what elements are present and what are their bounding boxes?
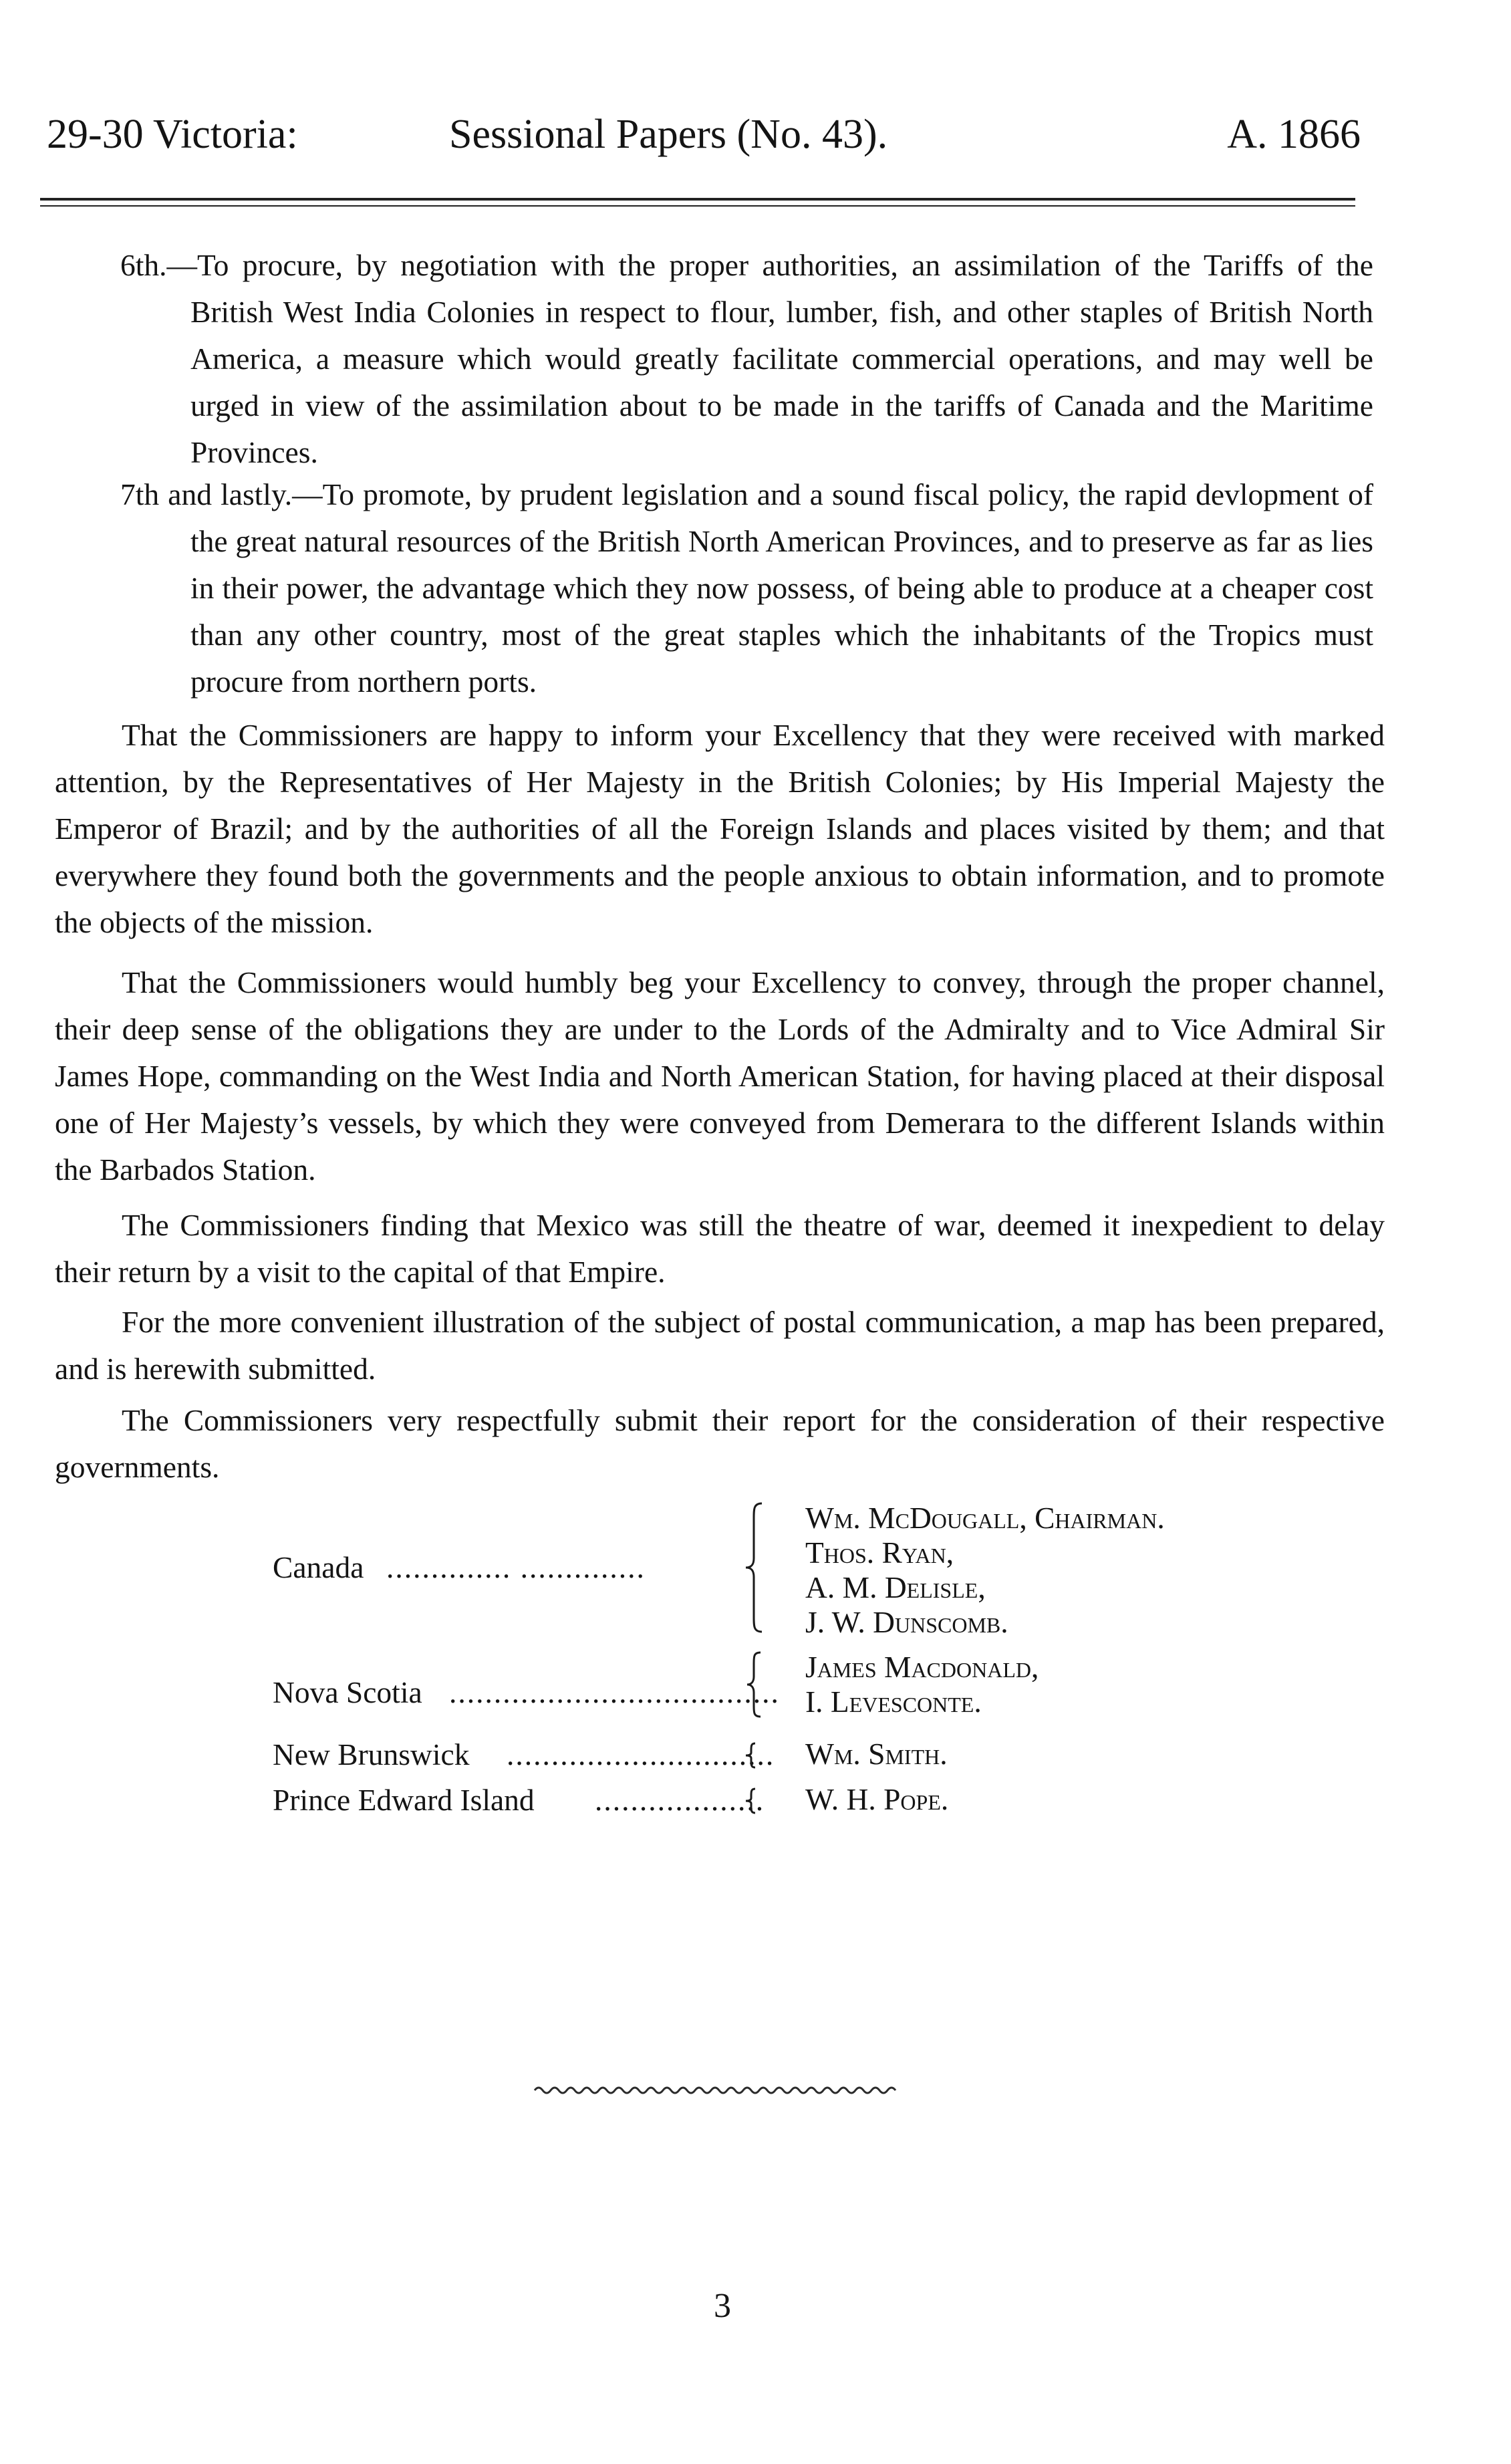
header-year: A. 1866: [1227, 112, 1361, 157]
signatory-name: Thos. Ryan,: [805, 1535, 954, 1570]
province-label: Nova Scotia: [273, 1675, 422, 1709]
signatory-name: James Macdonald,: [805, 1650, 1039, 1684]
item-sixth-text: —To procure, by negotiation with the proper authorities, an assimilation of the Tariffs of the British West India Colonies in respect to flour, lumber, fish, and other staples of British North America, a measure which would greatly facilitate commercial operations, and may well be urged in view of the assimilation about to be made in the tariffs of Canada and the Maritime Provinces.: [166, 248, 1373, 469]
signatory-name: Wm. McDougall, Chairman.: [805, 1501, 1165, 1535]
signatory-name: J. W. Dunscomb.: [805, 1605, 1008, 1639]
signatory-names: [805, 1782, 948, 1817]
item-seventh-text: —To promote, by prudent legislation and a sound fiscal policy, the rapid devlopment of the great natural resources of the British North American Provinces, and to preserve as far as lies in their power, the advantage which they now possess, of being able to produce at a cheaper cost than any other country, most of the great staples which the inhabitants of the Tropics must procure from northern ports.: [190, 477, 1373, 699]
signatory-name: W. H. Pope.: [805, 1782, 949, 1816]
paragraph-mexico: The Commissioners finding that Mexico was still the theatre of war, deemed it inexpedient to delay their return by a visit to the capital of that Empire.: [55, 1208, 1385, 1289]
brace-icon: [743, 1650, 766, 1719]
item-sixth-label: 6th.: [120, 248, 167, 282]
dot-leader: .....................................: [449, 1675, 780, 1709]
paragraph-reception: That the Commissioners are happy to inform your Excellency that they were received with marked attention, by the Representatives of Her Majesty in the British Colonies; by His Imperial Majesty the Emperor of Brazil; and by the authorities of all the Foreign Islands and places visited by them; and that everywhere they found both the governments and the people anxious to obtain information, and to promote the objects of the mission.: [55, 718, 1385, 939]
signatory-name: A. M. Delisle,: [805, 1570, 986, 1604]
province-label: Canada: [273, 1550, 364, 1584]
paragraph-thanks-admiralty: That the Commissioners would humbly beg your Excellency to convey, through the proper channel, their deep sense of the obligations they are under to the Lords of the Admiralty and to Vice Admiral Sir James Hope, commanding on the West India and North American Station, for having placed at their disposal one of Her Majesty’s vessels, by which they were conveyed from Demerara to the different Islands within the Barbados Station.: [55, 965, 1385, 1187]
brace-icon: [742, 1501, 769, 1634]
province-label: New Brunswick: [273, 1737, 470, 1771]
header-title: Sessional Papers (No. 43).: [449, 112, 888, 157]
header-session: 29-30 Victoria:: [47, 112, 298, 157]
item-sixth: [120, 242, 1373, 476]
signatory-name: Wm. Smith.: [805, 1737, 948, 1771]
header-rule-thin: [40, 205, 1355, 207]
item-seventh-label: 7th and lastly.: [120, 477, 293, 511]
dot-leader: .............. ..............: [386, 1550, 646, 1584]
dot-leader: ...................: [595, 1783, 765, 1817]
paragraph-submission: The Commissioners very respectfully submit their report for the consideration of their respective governments.: [55, 1403, 1385, 1484]
paragraph-map: For the more convenient illustration of the subject of postal communication, a map has been prepared, and is herewith submitted.: [55, 1305, 1385, 1386]
signatory-names: [805, 1501, 1165, 1640]
brace-icon: [743, 1741, 759, 1770]
brace-icon: [743, 1786, 759, 1816]
signatory-name: I. Levesconte.: [805, 1685, 982, 1719]
province-label: Prince Edward Island: [273, 1783, 535, 1817]
item-seventh: [120, 471, 1373, 705]
dot-leader: ..............................: [507, 1737, 775, 1771]
header-rule-thick: [40, 198, 1355, 201]
signatory-names: [805, 1650, 1039, 1719]
page-number: 3: [714, 2287, 731, 2325]
wavy-ornament-icon: [535, 2082, 896, 2102]
signatory-names: [805, 1737, 948, 1771]
